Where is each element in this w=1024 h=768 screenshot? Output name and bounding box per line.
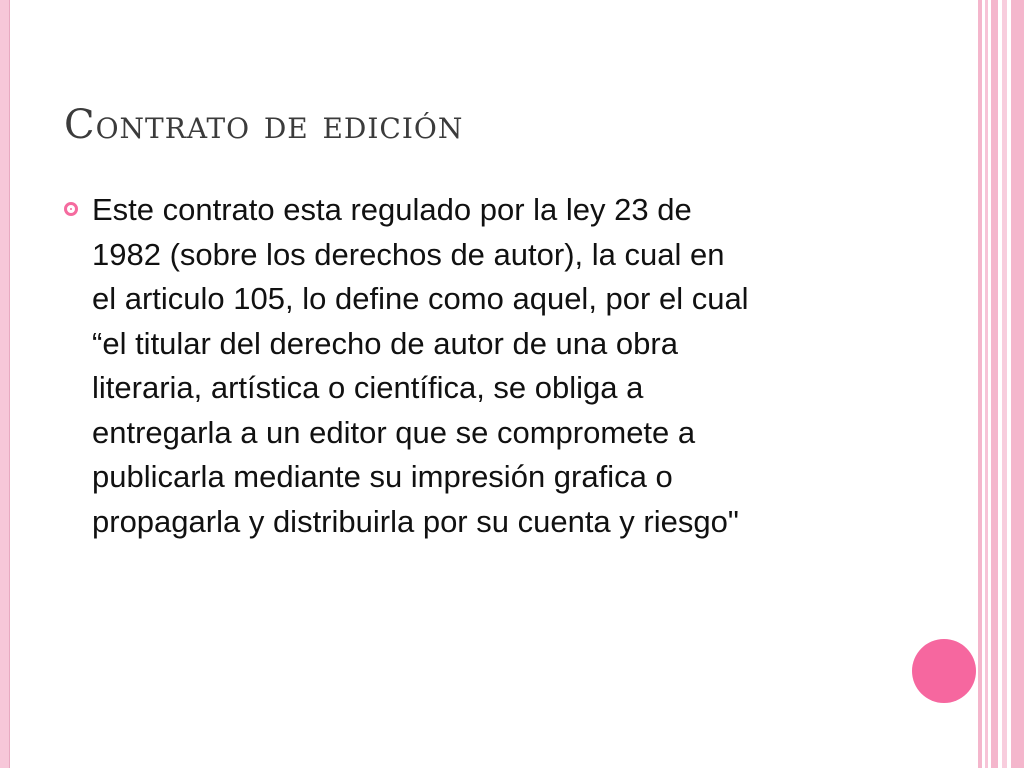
right-stripe-decoration [978,0,982,768]
bullet-text-line: literaria, artística o científica, se obliga a [92,370,644,405]
bullet-text [92,188,892,544]
bullet-text-line: el articulo 105, lo define como aquel, por el cual [92,281,749,316]
right-stripe-decoration [1011,0,1024,768]
bullet-text-line: propagarla y distribuirla por su cuenta y riesgo" [92,503,739,539]
bullet-text-line: entregarla a un editor que se compromete a [92,414,696,450]
right-stripe-decoration [985,0,988,768]
bullet-text-line: publicarla mediante su impresión grafica o [92,459,673,494]
bullet-text-line: “el titular del derecho de autor de una obra [92,325,678,361]
bullet-icon [64,202,78,216]
right-stripe-decoration [991,0,998,768]
decorative-circle-icon [912,639,976,703]
bullet-text-line: Este contrato esta regulado por la ley 23 de [92,192,692,227]
slide-title: Contrato de edición [64,102,464,148]
left-border-decoration [0,0,10,768]
bullet-text-line: 1982 (sobre los derechos de autor), la cual en [92,236,725,272]
right-stripe-decoration [1002,0,1007,768]
